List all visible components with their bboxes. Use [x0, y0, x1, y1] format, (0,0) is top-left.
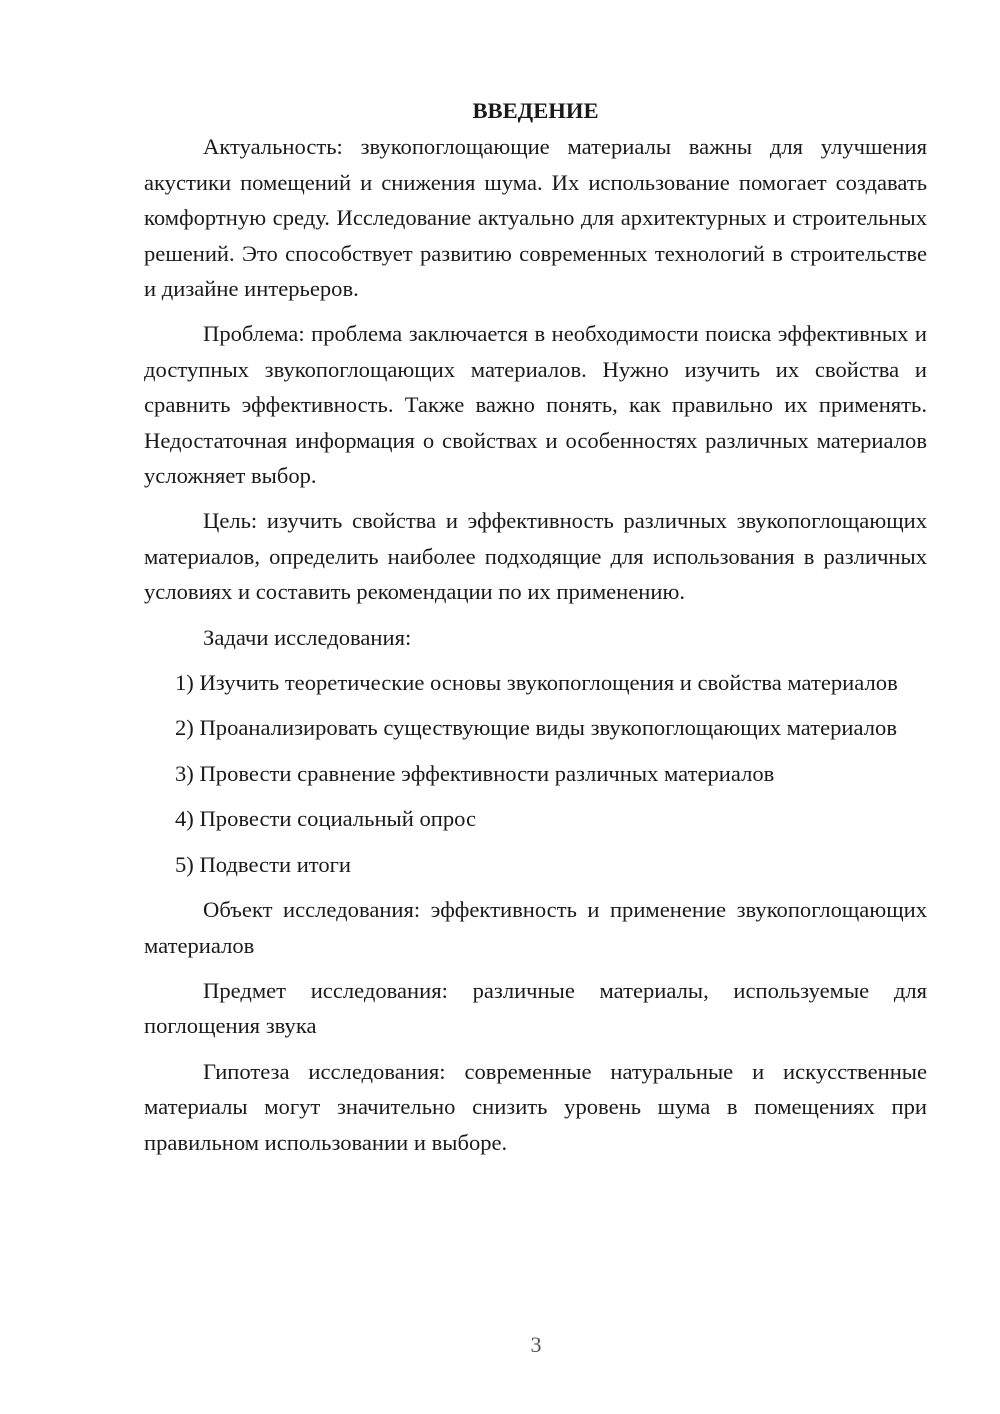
- relevance-paragraph: Актуальность: звукопоглощающие материалы важны для улучшения акустики помещений и снижения шума. Их использование помогает создавать комфортную среду. Исследование актуально для архитектурных и строительных решений. Это способствует развитию современных технологий в строительстве и дизайне интерьеров.: [144, 134, 927, 302]
- task-item: 3) Провести сравнение эффективности различных материалов: [175, 760, 775, 786]
- subject-paragraph: Предмет исследования: различные материалы, используемые для поглощения звука: [144, 977, 927, 1039]
- object-paragraph: Объект исследования: эффективность и применение звукопоглощающих материалов: [144, 897, 927, 958]
- task-item: 1) Изучить теоретические основы звукопоглощения и свойства материалов: [175, 670, 898, 696]
- task-item: 4) Провести социальный опрос: [175, 806, 477, 832]
- problem-paragraph: Проблема: проблема заключается в необходимости поиска эффективных и доступных звукопоглощающих материалов. Нужно изучить их свойства и сравнить эффективность. Также важно понять, как правильно их применять. Недостаточная информация о свойствах и особенностях различных материалов усложняет выбор.: [144, 321, 927, 489]
- page-content: [144, 93, 927, 1160]
- goal-paragraph: Цель: изучить свойства и эффективность различных звукопоглощающих материалов, определить наиболее подходящие для использования в различных условиях и составить рекомендации по их применению.: [144, 508, 927, 605]
- hypothesis-paragraph: Гипотеза исследования: современные натуральные и искусственные материалы могут значительно снизить уровень шума в помещениях при правильном использовании и выборе.: [144, 1058, 927, 1155]
- task-item: 2) Проанализировать существующие виды звукопоглощающих материалов: [175, 715, 897, 741]
- page-number: 3: [530, 1332, 542, 1357]
- section-heading: ВВЕДЕНИЕ: [472, 98, 599, 123]
- task-item: 5) Подвести итоги: [175, 851, 352, 877]
- tasks-title: Задачи исследования:: [203, 624, 412, 650]
